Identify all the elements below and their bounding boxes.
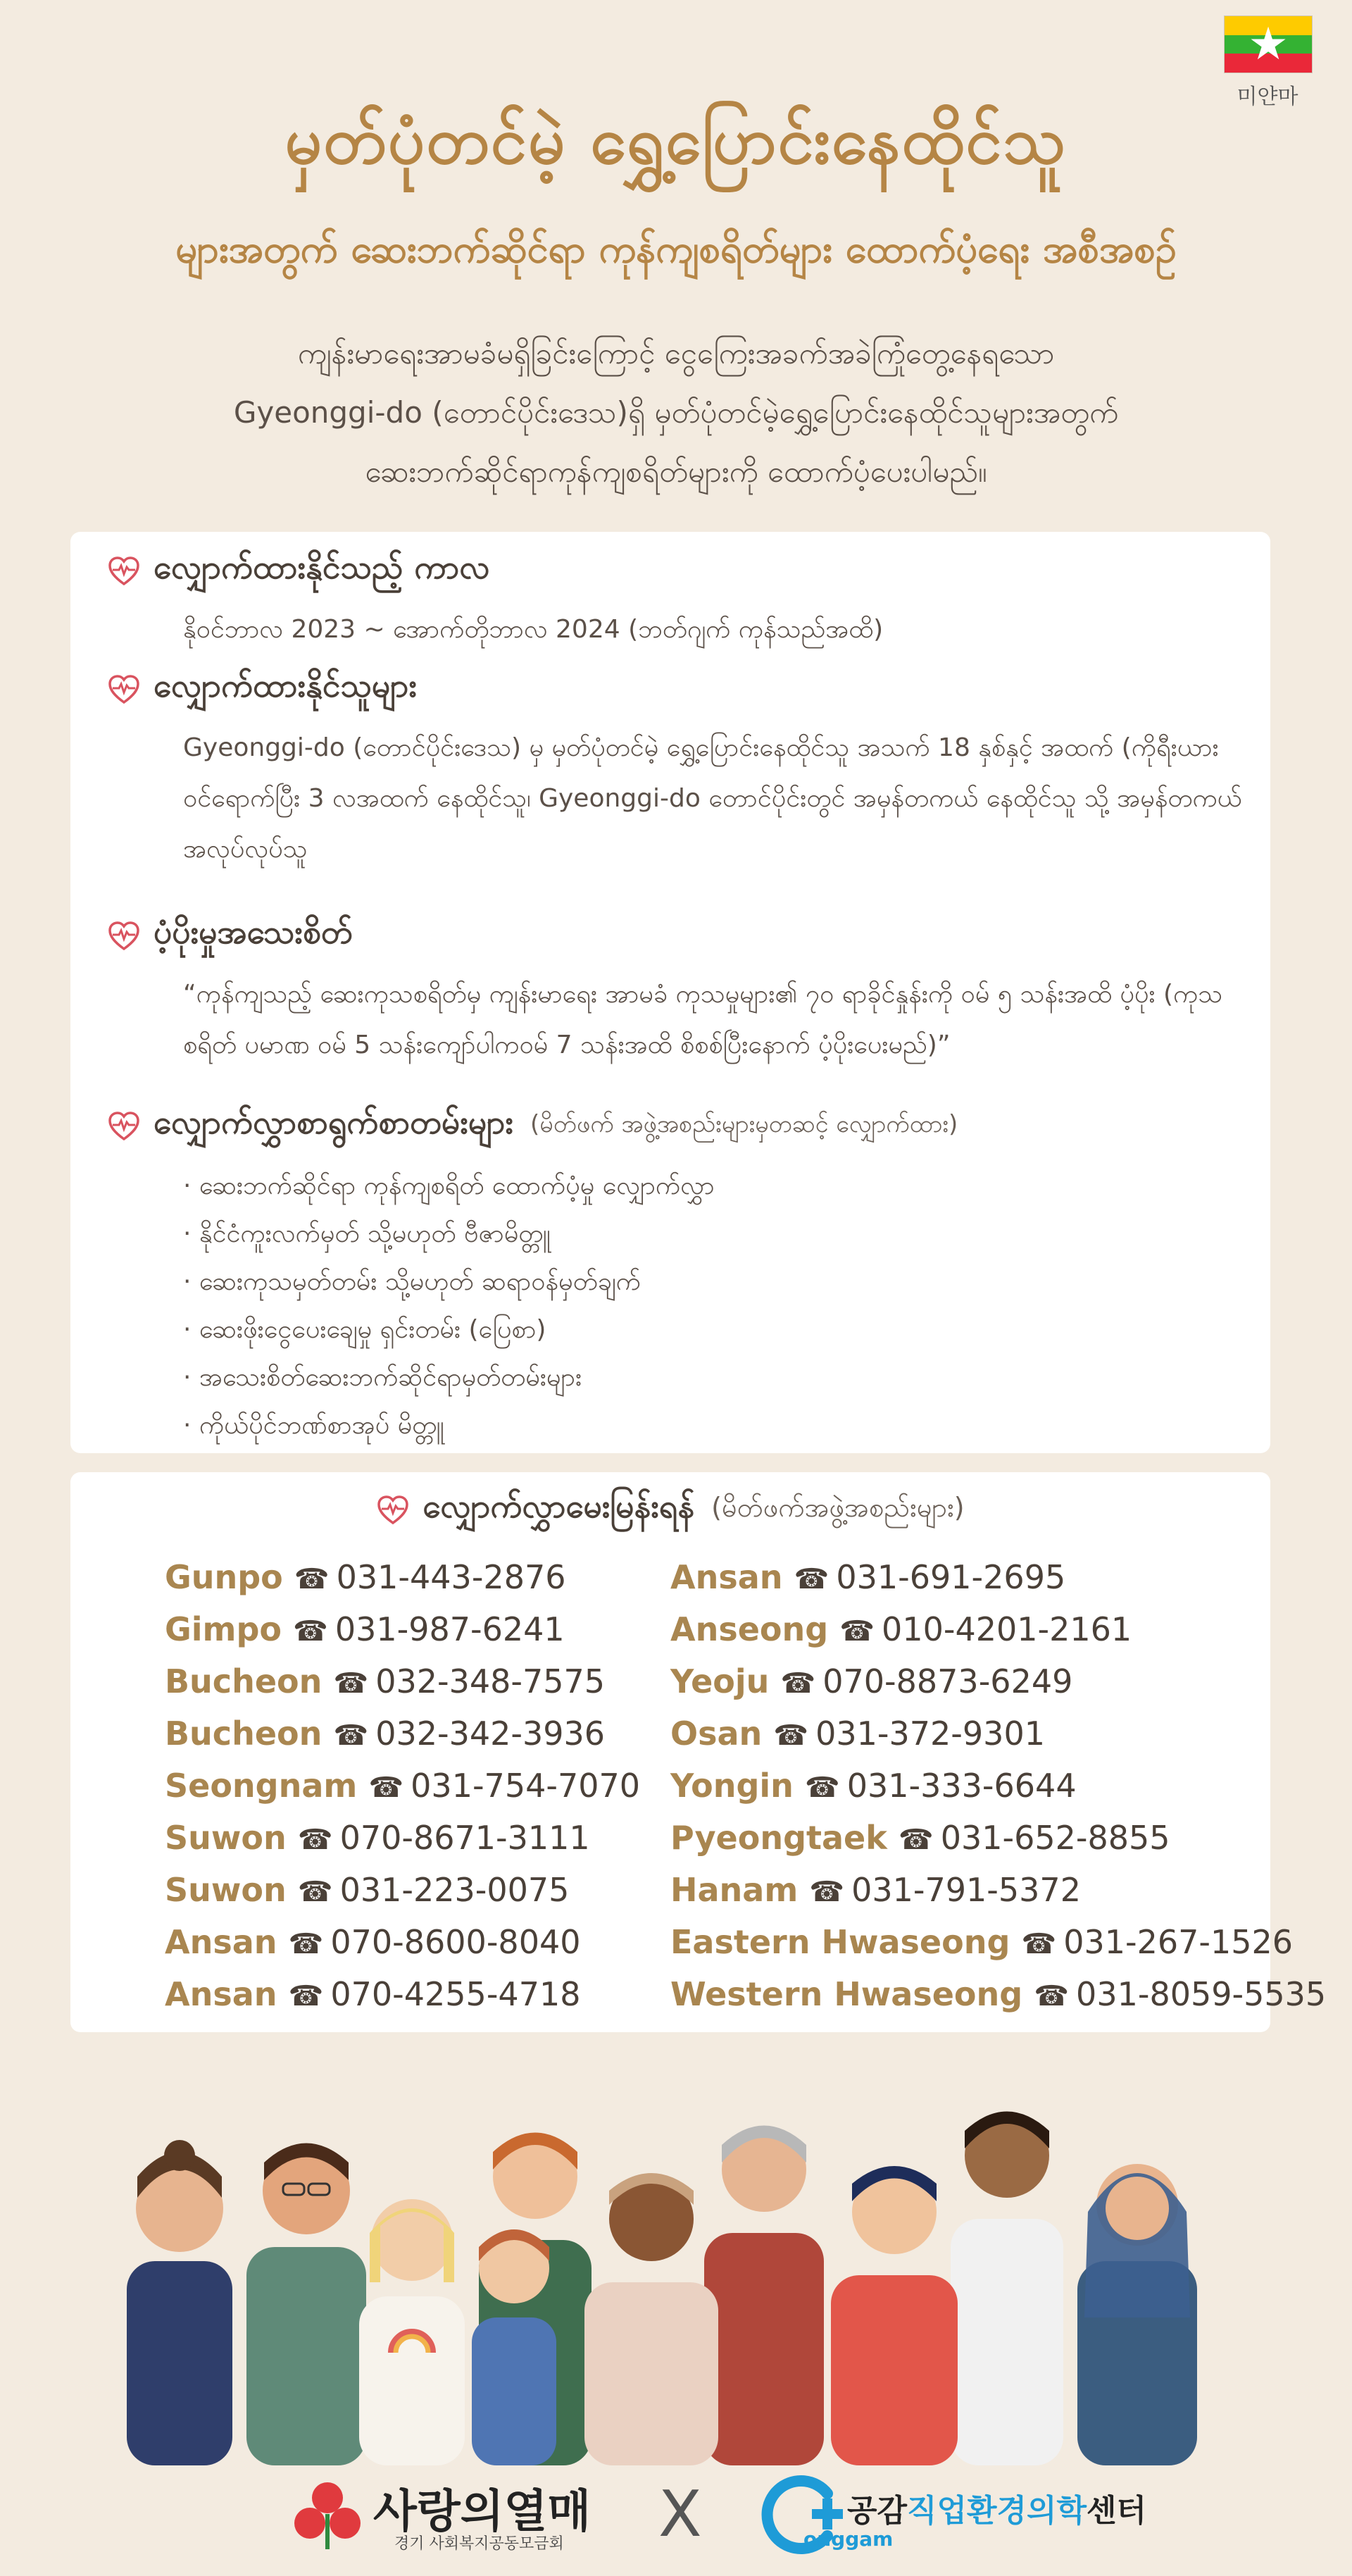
people-illustration [99,2085,1253,2465]
intro-line: Gyeonggi-do (တောင်ပိုင်းဒေသ)ရှိ မှတ်ပုံတင်မဲ့ရွှေ့ပြောင်းနေထိုင်သူများအတွက် [233,395,1119,430]
list-item: · ဆေးကုသမှတ်တမ်း သို့မဟုတ် ဆရာဝန်မှတ်ချက် [183,1258,1242,1306]
person-figure [704,2126,824,2466]
phone-icon: ☎ [804,1772,840,1804]
phone-icon: ☎ [297,1876,333,1908]
contact-phone[interactable]: 031-754-7070 [411,1767,641,1805]
person-figure [584,2173,718,2465]
heart-pulse-icon [107,1109,141,1143]
footer [0,2465,1352,2576]
phone-icon: ☎ [839,1615,875,1648]
phone-icon: ☎ [794,1563,830,1595]
contact-phone[interactable]: 032-348-7575 [375,1662,606,1700]
contact-phone[interactable]: 070-4255-4718 [330,1975,581,2013]
heart-pulse-icon [376,1493,410,1527]
phone-icon: ☎ [288,1980,324,2012]
contact-item [165,1864,670,1916]
contacts-grid [165,1551,1327,2020]
contact-city: Ansan [165,1975,277,2013]
contact-item [670,1968,1327,2020]
intro-text [106,324,1246,502]
contact-city: Seongnam [165,1767,358,1805]
contact-item [165,1655,670,1707]
contact-item [165,1760,670,1812]
phone-icon: ☎ [809,1876,845,1908]
contact-phone[interactable]: 031-987-6241 [334,1610,565,1648]
section-title: လျှောက်ထားနိုင်သည့် ကာလ [154,548,490,586]
gonggam-logo [757,2472,1147,2557]
page-subtitle: များအတွက် ဆေးဘက်ဆိုင်ရာ ကုန်ကျစရိတ်များ ထောက်ပံ့ရေး အစီအစဉ် [175,227,1177,271]
contact-city: Osan [670,1715,763,1753]
phone-icon: ☎ [1021,1928,1057,1960]
person-figure [472,2229,556,2465]
heart-pulse-icon [107,673,141,707]
section-title: လျှောက်ထားနိုင်သူများ [154,666,418,704]
phone-icon: ☎ [294,1563,330,1595]
contact-phone[interactable]: 031-691-2695 [836,1558,1066,1596]
eligibility-text: Gyeonggi-do (တောင်ပိုင်းဒေသ) မှ မှတ်ပုံတင်မဲ့ ရွှေ့ပြောင်းနေထိုင်သူ အသက် 18 နှစ်နှင့် အထက် (ကိုရီးယား ဝင်ရောက်ပြီး 3 လအထက် နေထိုင်သူ၊ Gyeonggi-do တောင်ပိုင်းတွင် အမှန်တကယ် နေထိုင်သူ သို့ အမှန်တကယ် အလုပ်လုပ်သူ [183,733,1242,864]
contact-city: Hanam [670,1871,799,1909]
intro-line: ဆေးဘက်ဆိုင်ရာကုန်ကျစရိတ်များကို ထောက်ပံ့ပေးပါမည်။ [365,454,987,489]
phone-icon: ☎ [297,1824,333,1856]
contact-item [165,1603,670,1655]
phone-icon: ☎ [333,1667,369,1700]
contact-city: Pyeongtaek [670,1819,887,1857]
section-title: လျှောက်လွှာစာရွက်စာတမ်းများ [154,1103,514,1141]
logo1-sub: 경기 사회복지공동모금회 [394,2535,564,2553]
contacts-card [70,1472,1327,2032]
contact-item [670,1707,1304,1760]
intro-line: ကျန်းမာရေးအာမခံမရှိခြင်းကြောင့် ငွေကြေးအခက်အခဲကြုံတွေ့နေရသော [297,336,1055,371]
contact-phone[interactable]: 031-223-0075 [339,1871,570,1909]
contact-city: Suwon [165,1871,287,1909]
contact-item [165,1968,670,2020]
section-title: ပံ့ပိုးမှုအသေးစိတ် [154,913,353,951]
contact-item [670,1655,1304,1707]
phone-icon: ☎ [288,1928,324,1960]
phone-icon: ☎ [1034,1980,1070,2012]
logo1-name: 사랑의열매 [373,2486,592,2538]
contacts-note: (မိတ်ဖက်အဖွဲ့အစည်းများ) [711,1491,965,1523]
logo2-name-a: 공감 [847,2493,908,2529]
contact-item [670,1760,1304,1812]
period-section [107,547,1242,655]
section-note: (မိတ်ဖက် အဖွဲ့အစည်းများမှတဆင့် လျှောက်ထား) [530,1110,958,1138]
phone-icon: ☎ [333,1719,369,1752]
contact-phone[interactable]: 031-443-2876 [336,1558,566,1596]
phone-icon: ☎ [368,1772,404,1804]
logo2-name [847,2485,1146,2530]
contact-item [165,1916,670,1968]
contact-city: Gimpo [165,1610,282,1648]
contact-phone[interactable]: 070-8873-6249 [822,1662,1073,1700]
person-figure [246,2143,366,2466]
contact-city: Ansan [165,1923,277,1961]
contact-item [670,1812,1304,1864]
list-item: · ဆေးဘက်ဆိုင်ရာ ကုန်ကျစရိတ် ထောက်ပံ့မှု လျှောက်လွှာ [183,1162,1242,1210]
documents-list [183,1162,1242,1450]
flag-label: 미얀마 [1237,85,1298,109]
contact-item [670,1916,1304,1968]
contact-phone[interactable]: 031-267-1526 [1063,1923,1294,1961]
contact-city: Gunpo [165,1558,283,1596]
support-text: “ကုန်ကျသည့် ဆေးကုသစရိတ်မှ ကျန်းမာရေး အာမခံ ကုသမှုများ၏ ၇၀ ရာခိုင်နှုန်းကို ဝမ် ၅ သန်းအထိ ပံ့ပိုး (ကုသစရိတ် ပမာဏ ဝမ် 5 သန်းကျော်ပါကဝမ် 7 သန်းအထိ စိစစ်ပြီးနောက် ပံ့ပိုးပေးမည်)” [183,980,1223,1059]
list-item: · ကိုယ်ပိုင်ဘဏ်စာအုပ် မိတ္တူ [183,1402,1242,1450]
logo2-name-c: 센터 [1087,2493,1147,2529]
person-figure [951,2112,1063,2466]
person-figure [831,2166,958,2465]
phone-icon: ☎ [293,1615,328,1648]
phone-icon: ☎ [773,1719,809,1752]
contacts-title: လျှောက်လွှာမေးမြန်းရန် [423,1487,695,1525]
list-item: · နိုင်ငံကူးလက်မှတ် သို့မဟုတ် ဗီဇာမိတ္တူ [183,1210,1242,1258]
contact-item [165,1551,670,1603]
contact-city: Yongin [670,1767,794,1805]
contact-phone[interactable]: 031-372-9301 [815,1715,1045,1753]
period-text: နိုဝင်ဘာလ 2023 ~ အောက်တိုဘာလ 2024 (ဘတ်ဂျက် ကုန်သည်အထိ) [183,615,884,644]
contact-city: Ansan [670,1558,783,1596]
fruit-icon [289,2475,366,2553]
phone-icon: ☎ [780,1667,816,1700]
contact-phone[interactable]: 031-8059-5535 [1076,1975,1327,2013]
logo2-sub: onggam [803,2527,894,2551]
logo2-name-b: 직업환경의학 [907,2493,1087,2529]
person-figure [127,2140,232,2465]
contact-phone[interactable]: 031-652-8855 [940,1819,1170,1857]
contact-city: Bucheon [165,1715,323,1753]
collaboration-separator: X [658,2477,702,2551]
contact-phone[interactable]: 070-8671-3111 [339,1819,590,1857]
myanmar-flag [1224,15,1311,110]
person-figure [1077,2164,1197,2465]
contact-phone[interactable]: 031-333-6644 [846,1767,1077,1805]
info-card [70,532,1270,1453]
contact-city: Yeoju [670,1662,770,1700]
contact-phone[interactable]: 070-8600-8040 [330,1923,581,1961]
contact-phone[interactable]: 031-791-5372 [851,1871,1081,1909]
contact-phone[interactable]: 032-342-3936 [375,1715,606,1753]
list-item: · အသေးစိတ်ဆေးဘက်ဆိုင်ရာမှတ်တမ်းများ [183,1354,1242,1402]
eligibility-section [107,666,1242,875]
phone-icon: ☎ [898,1824,934,1856]
contact-item [165,1812,670,1864]
contacts-header [70,1486,1270,1533]
contact-item [670,1864,1304,1916]
heart-pulse-icon [107,554,141,588]
list-item: · ဆေးဖိုးငွေပေးချေမှု ရှင်းတမ်း (ပြေစာ) [183,1306,1242,1354]
contact-city: Suwon [165,1819,287,1857]
person-figure [359,2199,465,2465]
contact-item [670,1603,1304,1655]
page-title: မှတ်ပုံတင်မဲ့ ရွှေ့ပြောင်းနေထိုင်သူ [284,103,1068,178]
contact-item [165,1707,670,1760]
contact-phone[interactable]: 010-4201-2161 [882,1610,1132,1648]
contact-item [670,1551,1304,1603]
contact-city: Eastern Hwaseong [670,1923,1010,1961]
support-section [107,912,1242,1071]
documents-section [107,1102,1242,1450]
contact-city: Anseong [670,1610,829,1648]
love-fruit-logo [289,2475,599,2553]
flag-icon: ★ [1224,15,1313,73]
contact-city: Western Hwaseong [670,1975,1023,2013]
contact-city: Bucheon [165,1662,323,1700]
heart-pulse-icon [107,919,141,953]
